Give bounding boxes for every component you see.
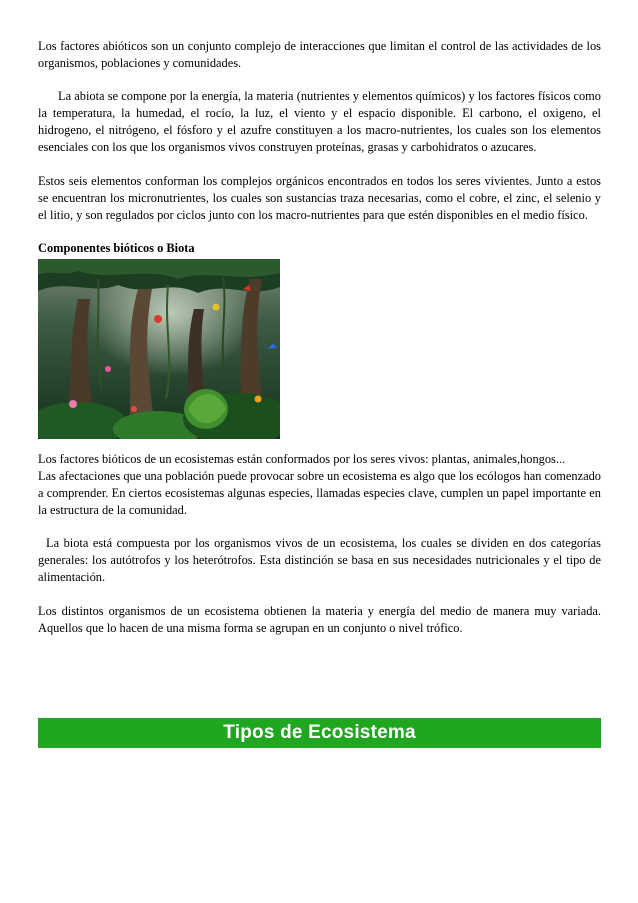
section-banner — [38, 718, 601, 748]
section-heading-biota: Componentes bióticos o Biota — [38, 240, 195, 255]
document-body — [38, 38, 601, 637]
paragraph-abiota: La abiota se compone por la energía, la materia (nutrientes y elementos químicos) y los factores físicos como la temperatura, la humedad, el rocío, la luz, el viento y el espacio disponible. El carbono, el oxigeno, el hidrogeno, el nitrógeno, el fósforo y el azufre constituyen a los macro-nutrientes, los cuales son los elementos esenciales con los que los organismos vivos construyen proteínas, grasas y carbohidratos o azucares. — [38, 89, 601, 155]
paragraph-biota-composition: La biota está compuesta por los organismos vivos de un ecosistema, los cuales se dividen en dos categorías generales: los autótrofos y los heterótrofos. Esta distinción se basa en sus necesidades nutricionales y el tipo de alimentación. — [38, 536, 601, 585]
banner-title: Tipos de Ecosistema — [223, 722, 416, 743]
paragraph-six-elements: Estos seis elementos conforman los complejos orgánicos encontrados en todos los seres vivientes. Junto a estos se encuentran los micronutrientes, los cuales son sustancias traza necesarias, como el cobre, el zinc, el selenio y el litio, y son regulados por ciclos junto con los macro-nutrientes para que estén disponibles en el medio físico. — [38, 173, 601, 222]
paragraph-abiotic-intro: Los factores abióticos son un conjunto complejo de interacciones que limitan el control de las actividades de los organismos, poblaciones y comunidades. — [38, 39, 601, 71]
paragraph-population-effects: Las afectaciones que una población puede provocar sobre un ecosistema es algo que los ecólogos han comenzado a comprender. En ciertos ecosistemas algunas especies, llamadas especies clave, cumplen un papel importante en la estructura de la comunidad. — [38, 468, 601, 518]
rainforest-image — [38, 259, 280, 439]
paragraph-biotic-factors: Los factores bióticos de un ecosistemas están conformados por los seres vivos: plantas, animales,hongos... — [38, 451, 566, 466]
paragraph-trophic-level: Los distintos organismos de un ecosistema obtienen la materia y energía del medio de manera muy variada. Aquellos que lo hacen de una misma forma se agrupan en un conjunto o nivel trófico. — [38, 603, 601, 635]
